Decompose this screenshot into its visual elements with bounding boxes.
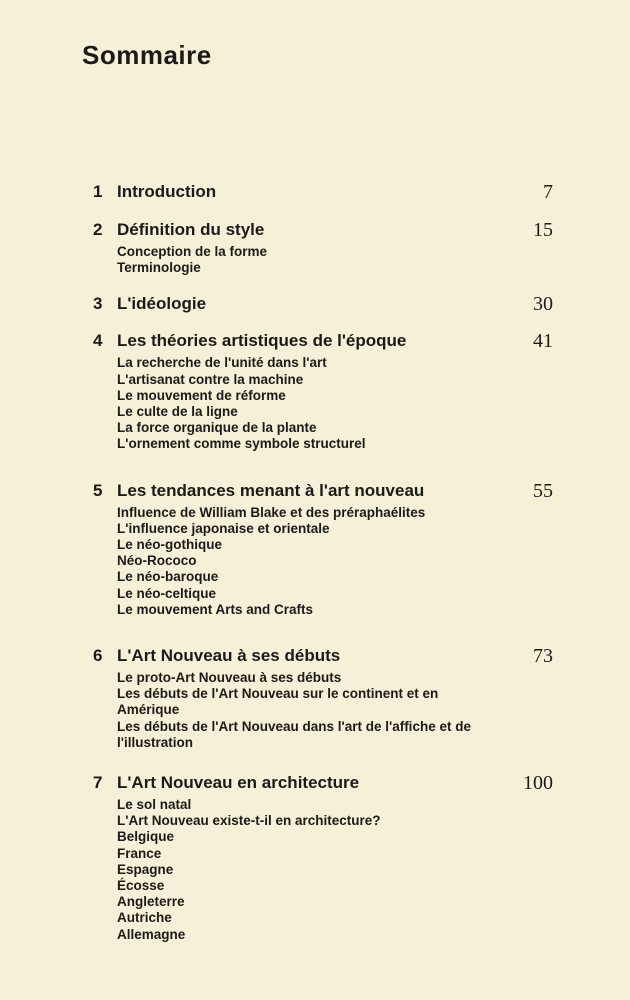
subsection-list <box>117 244 502 276</box>
chapter-title: Les tendances menant à l'art nouveau <box>117 480 425 500</box>
subsection: La force organique de la plante <box>117 420 317 436</box>
chapter-page-number: 73 <box>533 645 553 668</box>
chapter-page-number: 55 <box>533 479 553 502</box>
subsection-list <box>117 355 502 452</box>
chapter-title: L'Art Nouveau en architecture <box>117 773 360 793</box>
subsection: Les débuts de l'Art Nouveau dans l'art de l'affiche et de l'illustration <box>117 718 471 750</box>
toc-entry-5 <box>0 481 630 618</box>
chapter-number: 4 <box>93 331 103 351</box>
chapter-number: 7 <box>93 773 103 793</box>
chapter-page-number: 15 <box>533 219 553 241</box>
subsection: France <box>117 845 162 861</box>
subsection: Le sol natal <box>117 797 192 813</box>
toc-entry-1 <box>0 182 630 206</box>
chapter-number: 3 <box>93 294 103 314</box>
subsection: Terminologie <box>117 260 201 276</box>
chapter-number: 5 <box>93 480 103 500</box>
subsection: Le néo-baroque <box>117 569 219 585</box>
subsection: Le culte de la ligne <box>117 404 238 420</box>
subsection: Belgique <box>117 829 175 845</box>
subsection: Espagne <box>117 861 174 877</box>
chapter-page-number: 30 <box>533 293 553 316</box>
subsection: Le néo-celtique <box>117 585 217 601</box>
chapter-title: L'idéologie <box>117 294 207 314</box>
subsection: L'artisanat contre la machine <box>117 371 304 387</box>
subsection: Les débuts de l'Art Nouveau sur le continent et en Amérique <box>117 686 439 718</box>
subsection: La recherche de l'unité dans l'art <box>117 355 327 371</box>
toc-entry-2 <box>0 220 630 276</box>
subsection: L'Art Nouveau existe-t-il en architecture? <box>117 813 381 829</box>
chapter-title: Les théories artistiques de l'époque <box>117 331 407 351</box>
chapter-title: Définition du style <box>117 220 265 239</box>
subsection: L'ornement comme symbole structurel <box>117 436 366 452</box>
toc-entry-3 <box>0 294 630 318</box>
chapter-number: 6 <box>93 646 103 666</box>
subsection: Angleterre <box>117 894 185 910</box>
chapter-page-number: 41 <box>533 330 553 353</box>
subsection: Conception de la forme <box>117 244 268 259</box>
subsection: Écosse <box>117 878 165 894</box>
subsection-list <box>117 505 502 618</box>
toc-entry-7 <box>0 773 630 943</box>
chapter-page-number: 100 <box>523 772 553 795</box>
chapter-number: 1 <box>93 182 103 201</box>
subsection: Influence de William Blake et des préraphaélites <box>117 504 426 520</box>
subsection: Autriche <box>117 910 172 926</box>
chapter-title: L'Art Nouveau à ses débuts <box>117 646 341 666</box>
toc-entry-4 <box>0 331 630 452</box>
toc-entry-6 <box>0 646 630 751</box>
page-title: Sommaire <box>82 40 212 70</box>
subsection: Le mouvement de réforme <box>117 387 286 403</box>
table-of-contents <box>0 182 630 943</box>
subsection: Néo-Rococo <box>117 553 197 569</box>
subsection: Le mouvement Arts and Crafts <box>117 601 314 617</box>
subsection: Allemagne <box>117 926 186 942</box>
chapter-page-number: 7 <box>543 181 553 203</box>
chapter-title: Introduction <box>117 182 217 201</box>
subsection: Le néo-gothique <box>117 537 222 553</box>
subsection: Le proto-Art Nouveau à ses débuts <box>117 670 342 686</box>
subsection-list <box>117 670 502 751</box>
chapter-number: 2 <box>93 220 103 239</box>
subsection: L'influence japonaise et orientale <box>117 520 330 536</box>
subsection-list <box>117 797 502 943</box>
